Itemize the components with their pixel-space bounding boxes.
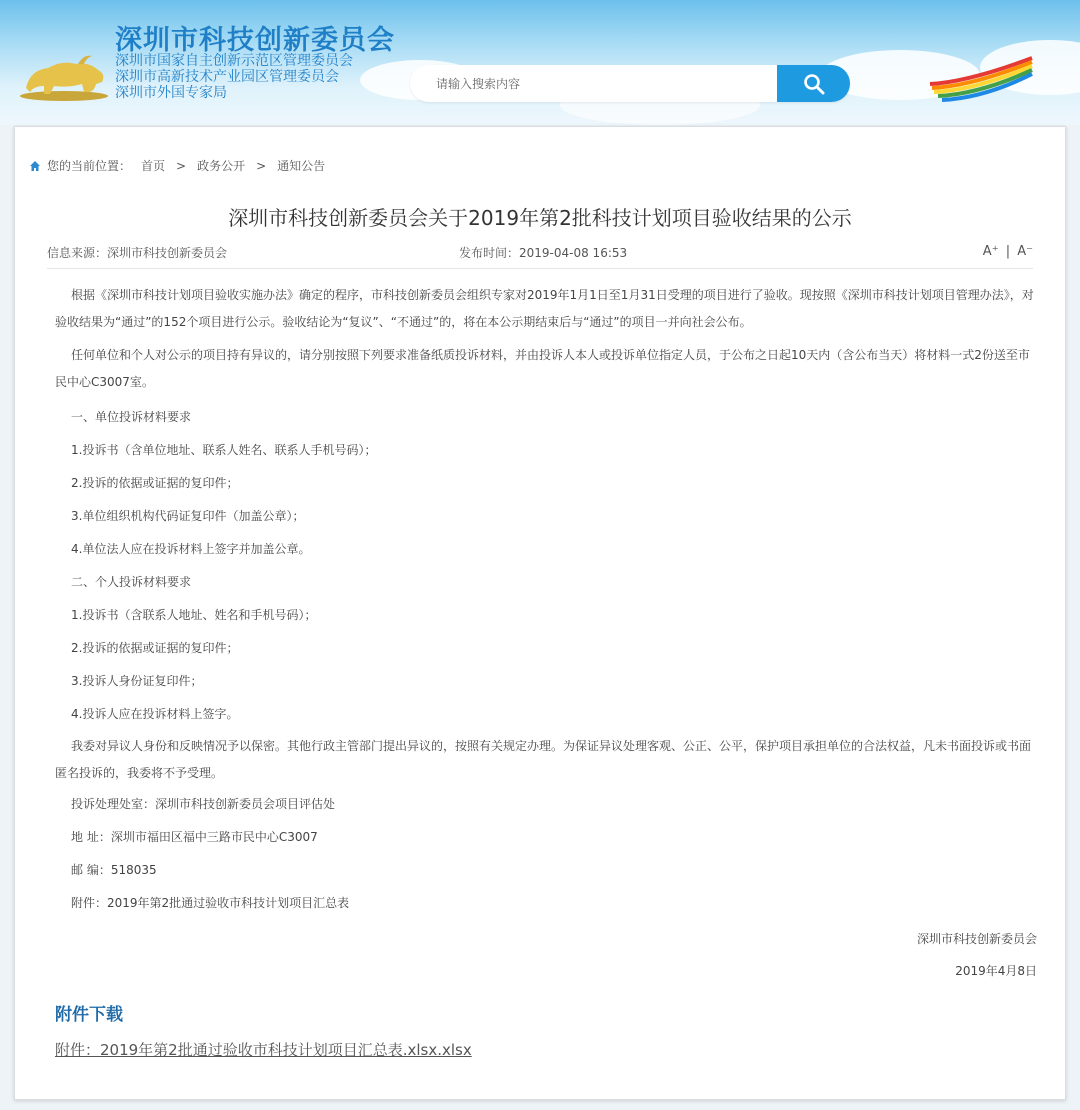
site-title[interactable]: 深圳市科技创新委员会	[115, 25, 395, 56]
list-item: 1.投诉书（含单位地址、联系人姓名、联系人手机号码）；	[71, 443, 377, 457]
contact-line: 邮 编：518035	[71, 863, 157, 877]
site-header	[0, 0, 1080, 125]
contact-line: 附件：2019年第2批通过验收市科技计划项目汇总表	[71, 896, 350, 910]
breadcrumb	[29, 157, 325, 174]
signature: 深圳市科技创新委员会	[916, 932, 1037, 946]
attachment-download-link[interactable]: 附件：2019年第2批通过验收市科技计划项目汇总表.xlsx.xlsx	[55, 1041, 472, 1059]
article-card	[14, 126, 1066, 1100]
publish-time: 发布时间：2019-04-08 16:53	[459, 246, 628, 260]
meta-divider	[47, 268, 1033, 269]
home-icon	[29, 160, 41, 172]
site-subtitle: 深圳市高新技术产业园区管理委员会	[115, 69, 339, 85]
sign-date: 2019年4月8日	[955, 964, 1037, 978]
info-source: 信息来源：深圳市科技创新委员会	[47, 246, 228, 260]
list-item: 3.单位组织机构代码证复印件（加盖公章）；	[71, 509, 305, 523]
body-paragraph: 任何单位和个人对公示的项目持有异议的，请分别按照下列要求准备纸质投诉材料，并由投诉人本人或投诉单位指定人员，于公布之日起10天内（含公布当天）将材料一式2份送至市民中心C3007室。	[55, 348, 1030, 389]
breadcrumb-separator: >	[176, 158, 187, 173]
list-item: 3.投诉人身份证复印件；	[71, 674, 203, 688]
section-heading: 一、单位投诉材料要求	[71, 410, 192, 424]
search-icon	[802, 72, 826, 96]
list-item: 2.投诉的依据或证据的复印件；	[71, 476, 239, 490]
page-title: 深圳市科技创新委员会关于2019年第2批科技计划项目验收结果的公示	[228, 206, 852, 230]
font-smaller-button[interactable]: A⁻	[1017, 244, 1033, 259]
site-subtitle: 深圳市外国专家局	[115, 85, 227, 101]
article-meta	[47, 244, 1033, 264]
search-button[interactable]	[777, 65, 850, 102]
site-subtitle: 深圳市国家自主创新示范区管理委员会	[115, 53, 353, 69]
breadcrumb-prefix: 您的当前位置：	[47, 159, 132, 173]
contact-line: 投诉处理处室：深圳市科技创新委员会项目评估处	[71, 797, 336, 811]
search-bar	[410, 65, 850, 102]
list-item: 4.单位法人应在投诉材料上签字并加盖公章。	[71, 542, 311, 556]
breadcrumb-home[interactable]: 首页	[141, 159, 166, 173]
body-paragraph: 根据《深圳市科技计划项目验收实施办法》确定的程序，市科技创新委员会组织专家对2019年1月1日至1月31日受理的项目进行了验收。现按照《深圳市科技计划项目管理办法》，对验收结果为“通过”的152个项目进行公示。验收结论为“复议”、“不通过”的，将在本公示期结束后与“通过”的项目一并向社会公布。	[55, 288, 1034, 329]
list-item: 1.投诉书（含联系人地址、姓名和手机号码）；	[71, 608, 317, 622]
breadcrumb-notices[interactable]: 通知公告	[277, 159, 326, 173]
section-heading: 二、个人投诉材料要求	[71, 575, 192, 589]
font-larger-button[interactable]: A⁺	[982, 244, 999, 259]
body-paragraph: 我委对异议人身份和反映情况予以保密。其他行政主管部门提出异议的，按照有关规定办理。为保证异议处理客观、公正、公平，保护项目承担单位的合法权益，凡未书面投诉或书面匿名投诉的，我委将不予受理。	[55, 739, 1032, 780]
rainbow-logo-icon	[928, 52, 1036, 104]
contact-line: 地 址：深圳市福田区福中三路市民中心C3007	[71, 830, 318, 844]
breadcrumb-separator: >	[256, 158, 267, 173]
bull-logo-icon[interactable]	[18, 48, 110, 102]
font-size-control	[983, 244, 1033, 259]
attachment-heading: 附件下载	[55, 1005, 123, 1025]
font-control-divider: |	[1005, 244, 1011, 259]
search-input[interactable]	[410, 65, 796, 102]
list-item: 4.投诉人应在投诉材料上签字。	[71, 707, 239, 721]
breadcrumb-gov-affairs[interactable]: 政务公开	[197, 159, 246, 173]
list-item: 2.投诉的依据或证据的复印件；	[71, 641, 239, 655]
